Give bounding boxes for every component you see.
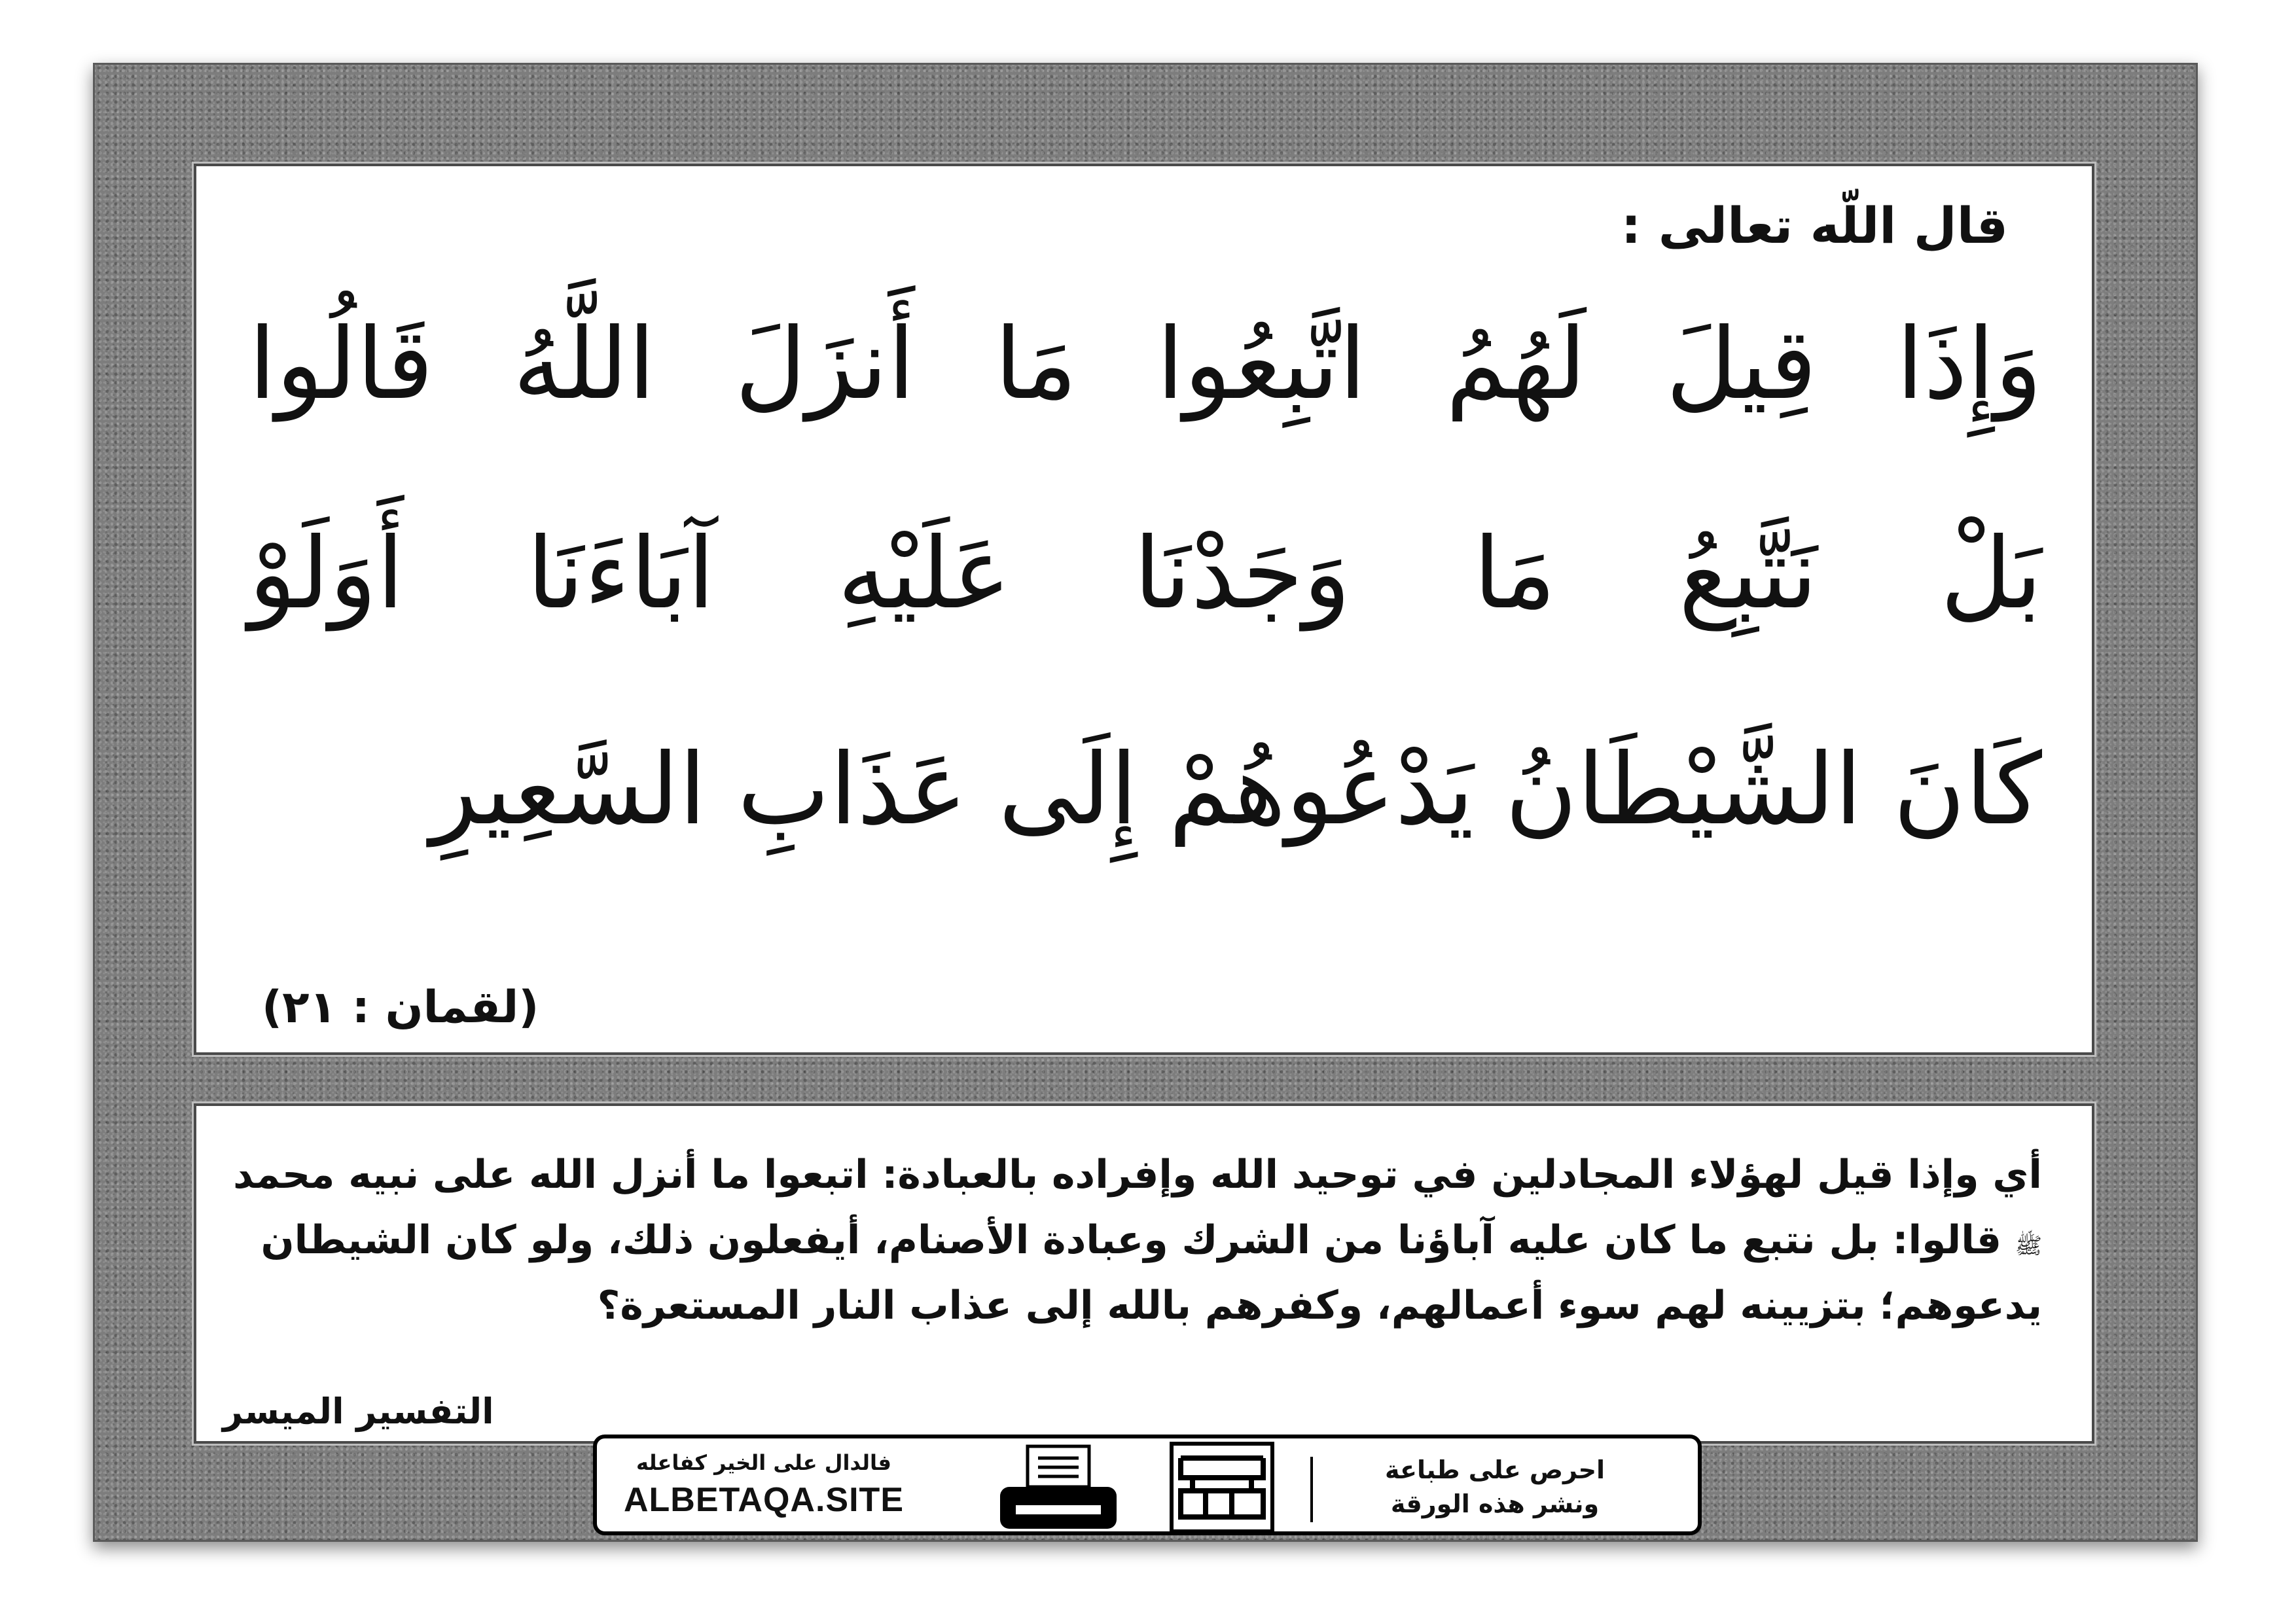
salutation-glyph: ﷺ: [2015, 1233, 2042, 1259]
tafsir-line-2: [262, 1207, 2042, 1273]
logo-mark: [1166, 1438, 1278, 1537]
site-block: [617, 1450, 911, 1520]
tafsir-source: التفسير الميسر: [223, 1391, 494, 1432]
tafsir-line-3: يدعوهم؛ بتزيينه لهم سوء أعمالهم، وكفرهم بالله إلى عذاب النار المستعرة؟: [597, 1283, 2042, 1329]
intro-heading: قال اللّه تعالى :: [1621, 196, 2008, 255]
verse-line-2: بَلْ نَتَّبِعُ مَا وَجَدْنَا عَلَيْهِ آبَاءَنَا أَوَلَوْ: [249, 517, 2042, 631]
verse-line-3: كَانَ الشَّيْطَانُ يَدْعُوهُمْ إِلَى عَذَابِ السَّعِيرِ: [430, 733, 2042, 847]
printer-icon: [996, 1444, 1121, 1533]
appeal-line-1: احرص على طباعة: [1384, 1455, 1605, 1484]
site-link[interactable]: ALBETAQA.SITE: [623, 1481, 905, 1519]
verse-reference: (لقمان : ٢١): [262, 982, 539, 1033]
tafsir-line-1: أي وإذا قيل لهؤلاء المجادلين في توحيد الله وإفراده بالعبادة: اتبعوا ما أنزل الله على نبيه محمد: [233, 1152, 2042, 1198]
appeal-line-2: ونشر هذه الورقة: [1390, 1489, 1600, 1518]
footer-slogan: فالدال على الخير كفاعله: [636, 1450, 891, 1475]
footer-bar: [593, 1435, 1702, 1535]
tafsir-text: [233, 1142, 2042, 1338]
footer-divider: [1310, 1457, 1313, 1522]
appeal-block: [1331, 1453, 1659, 1521]
verse-line-1: وَإِذَا قِيلَ لَهُمُ اتَّبِعُوا مَا أَنزَلَ اللَّهُ قَالُوا: [249, 308, 2042, 421]
tafsir-line-2-text: قالوا: بل نتبع ما كان عليه آباؤنا من الشرك وعبادة الأصنام، أيفعلون ذلك، ولو كان الشيطان: [260, 1217, 2002, 1263]
